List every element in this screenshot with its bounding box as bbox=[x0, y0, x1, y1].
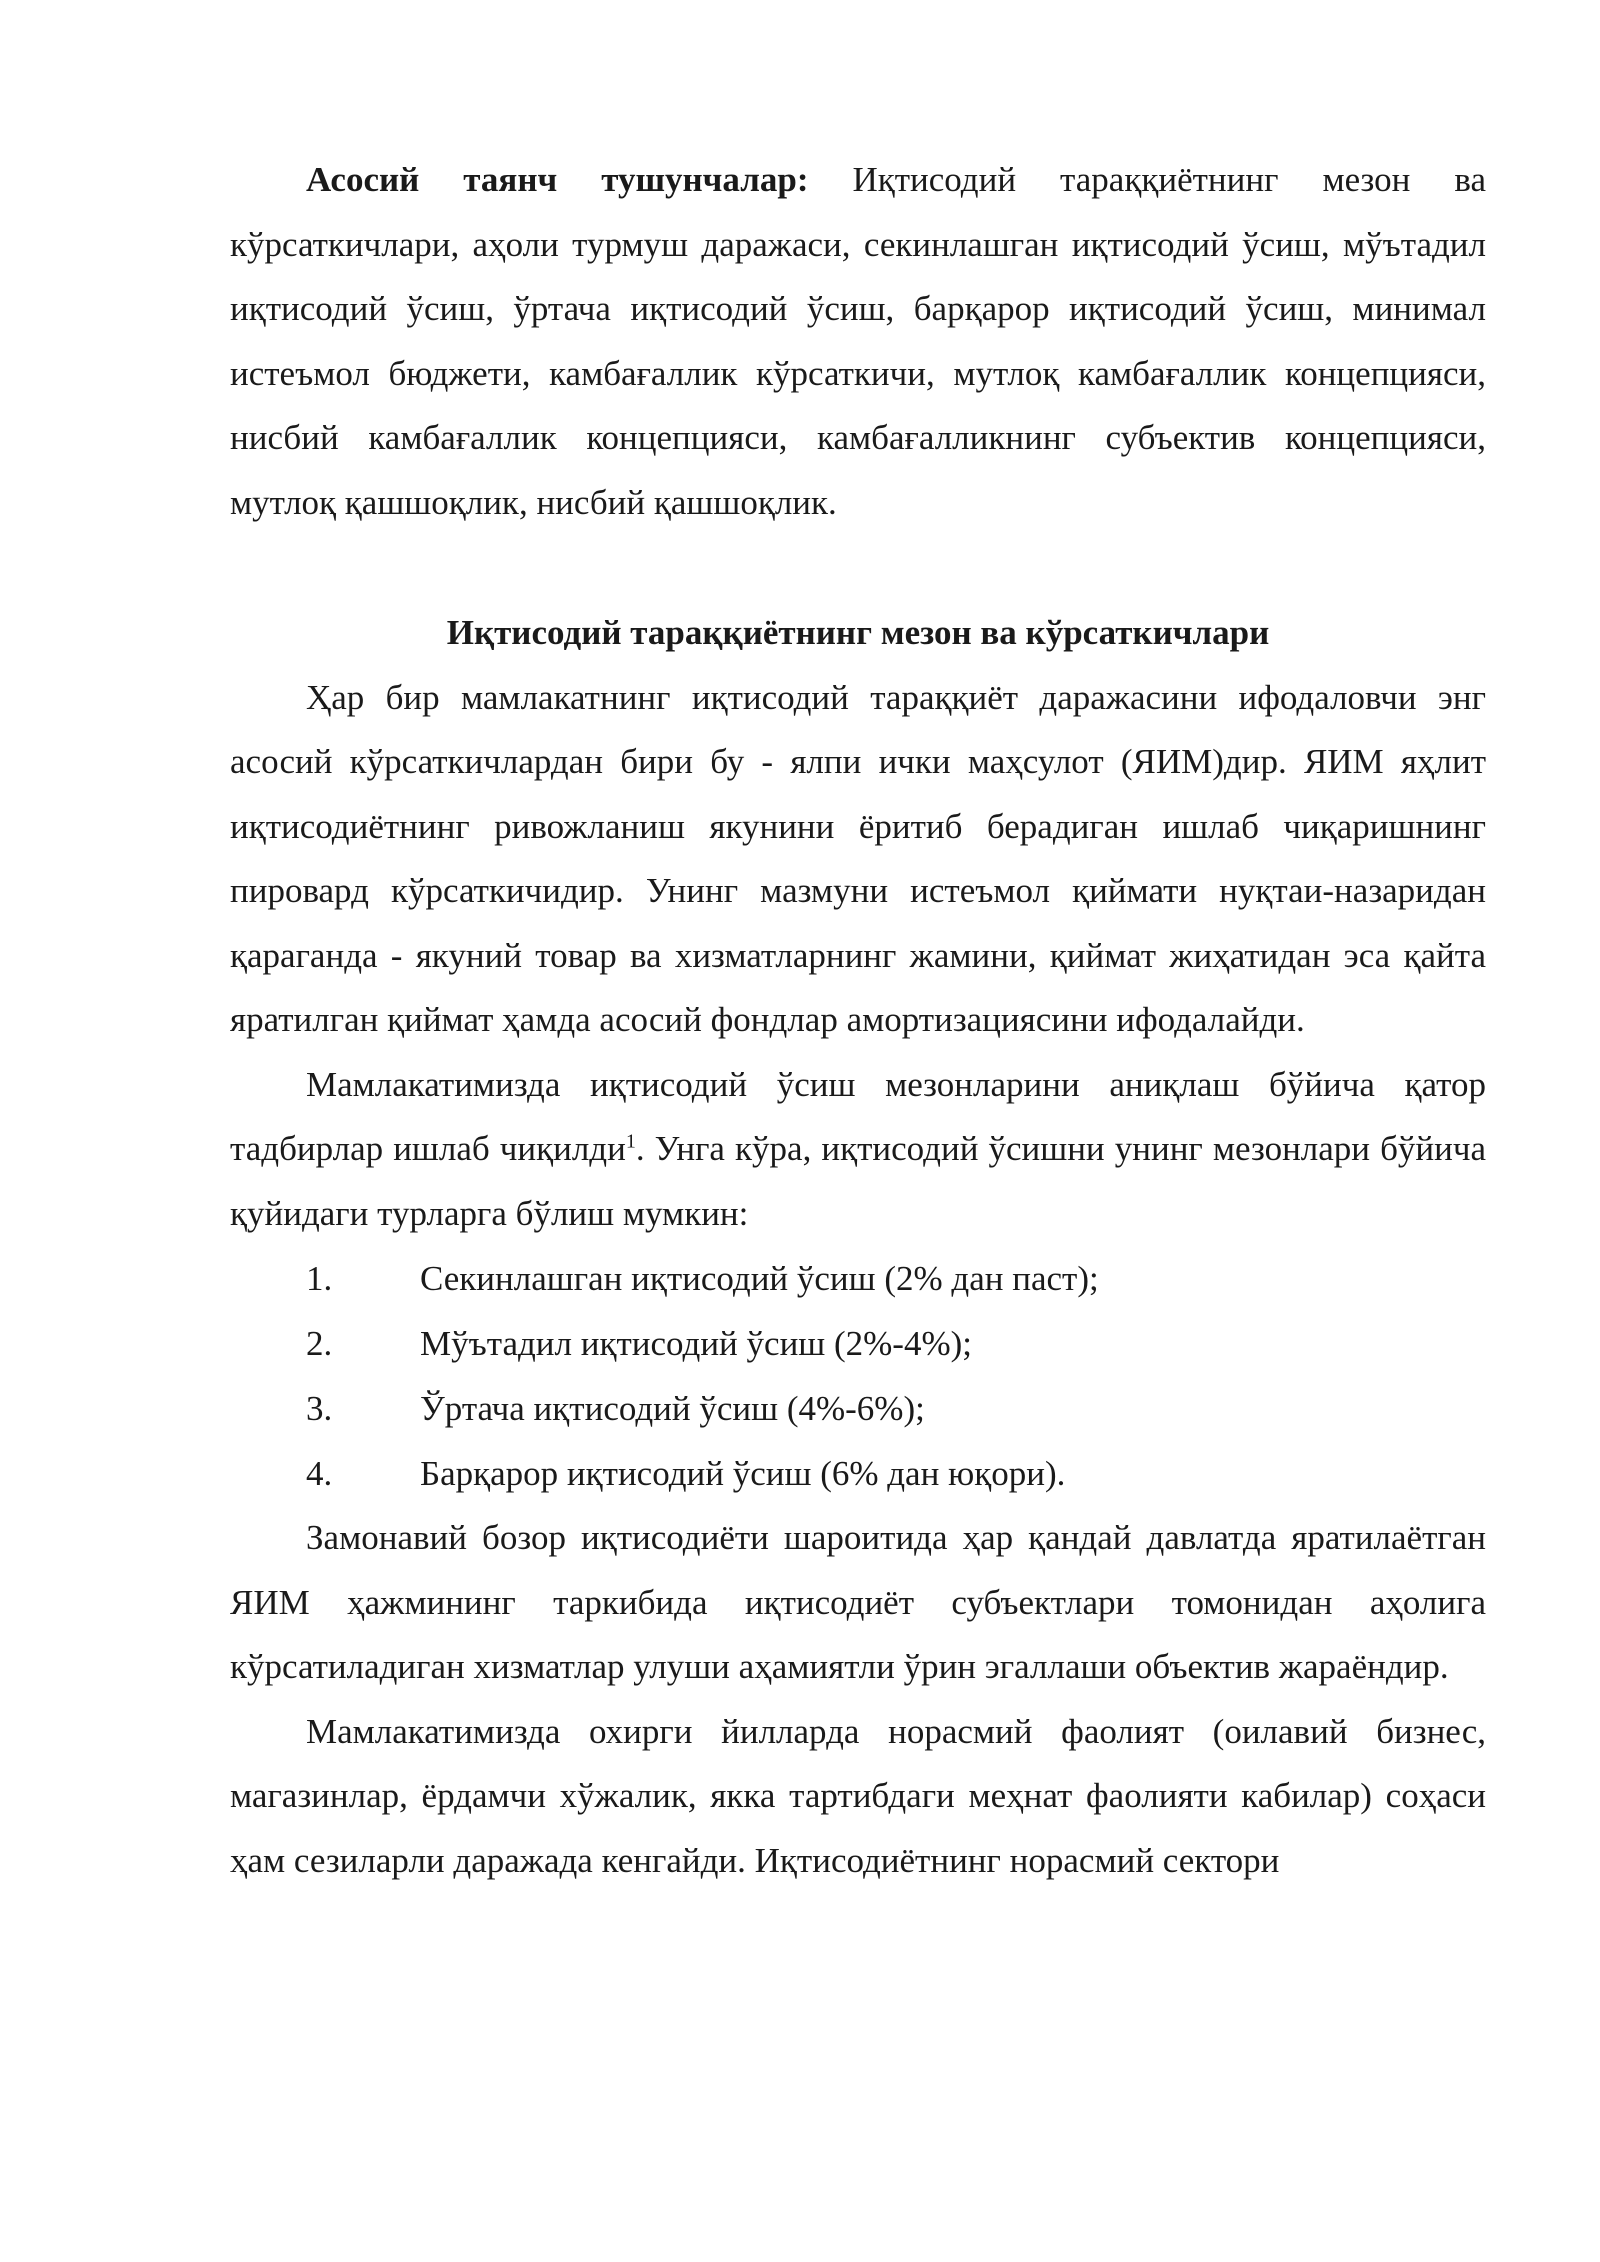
list-item-text: Секинлашган иқтисодий ўсиш (2% дан паст); bbox=[420, 1259, 1099, 1298]
key-concepts-text: Иқтисодий тараққиётнинг мезон ва кўрсаткичлари, аҳоли турмуш даражаси, секинлашган иқтисодий ўсиш, мўътадил иқтисодий ўсиш, ўртача иқтисодий ўсиш, барқарор иқтисодий ўсиш, минимал истеъмол бюджети, камбағаллик кўрсаткичи, мутлоқ камбағаллик концепцияси, нисбий камбағаллик концепцияси, камбағалликнинг субъектив концепцияси, мутлоқ қашшоқлик, нисбий қашшоқлик. bbox=[230, 160, 1486, 522]
paragraph-gdp: Ҳар бир мамлакатнинг иқтисодий тараққиёт даражасини ифодаловчи энг асосий кўрсаткичлардан бири бу - ялпи ички маҳсулот (ЯИМ)дир. ЯИМ яҳлит иқтисодиётнинг ривожланиш якунини ёритиб берадиган ишлаб чиқаришнинг пировард кўрсаткичидир. Унинг мазмуни истеъмол қиймати нуқтаи-назаридан қараганда - якуний товар ва хизматларнинг жамини, қиймат жиҳатидан эса қайта яратилган қиймат ҳамда асосий фондлар амортизациясини ифодалайди. bbox=[230, 677, 1486, 1039]
growth-types-list bbox=[230, 1246, 1486, 1506]
paragraph-services-share: Замонавий бозор иқтисодиёти шароитида ҳар қандай давлатда яратилаётган ЯИМ ҳажмининг таркибида иқтисодиёт субъектлари томонидан аҳолига кўрсатиладиган хизматлар улуши аҳамиятли ўрин эгаллаши объектив жараёндир. bbox=[230, 1518, 1486, 1686]
paragraph-growth-criteria-text-a: Мамлакатимизда иқтисодий ўсиш мезонларини аниқлаш бўйича қатор тадбирлар ишлаб чиқилди bbox=[230, 1064, 1486, 1168]
key-concepts-paragraph bbox=[230, 148, 1486, 535]
list-item-text: Мўътадил иқтисодий ўсиш (2%-4%); bbox=[420, 1324, 973, 1363]
footnote-reference[interactable]: 1 bbox=[625, 1130, 636, 1153]
paragraph-informal-sector: Мамлакатимизда охирги йилларда норасмий фаолият (оилавий бизнес, магазинлар, ёрдамчи хўжалик, якка тартибдаги меҳнат фаолияти кабилар) соҳаси ҳам сезиларли даражада кенгайди. Иқтисодиётнинг норасмий сектори bbox=[230, 1711, 1486, 1880]
list-item-text: Барқарор иқтисодий ўсиш (6% дан юқори). bbox=[420, 1454, 1066, 1493]
list-item-number: 3. bbox=[306, 1389, 333, 1428]
key-concepts-label: Асосий таянч тушунчалар: bbox=[306, 160, 809, 199]
list-item-number: 2. bbox=[306, 1324, 333, 1363]
section-spacer bbox=[230, 535, 1486, 601]
paragraph-growth-criteria bbox=[230, 1053, 1486, 1247]
list-item bbox=[230, 1246, 1486, 1311]
list-item-text: Ўртача иқтисодий ўсиш (4%-6%); bbox=[420, 1389, 925, 1428]
list-item-number: 1. bbox=[306, 1259, 333, 1298]
list-item bbox=[230, 1376, 1486, 1441]
list-item bbox=[230, 1311, 1486, 1376]
section-heading: Иқтисодий тараққиётнинг мезон ва кўрсаткичлари bbox=[446, 613, 1270, 652]
paragraph-growth-criteria-text-b: . Унга кўра, иқтисодий ўсишни унинг мезонлари бўйича қуйидаги турларга бўлиш мумкин: bbox=[230, 1129, 1486, 1233]
list-item bbox=[230, 1441, 1486, 1506]
list-item-number: 4. bbox=[306, 1454, 333, 1493]
document-page bbox=[230, 148, 1486, 1893]
